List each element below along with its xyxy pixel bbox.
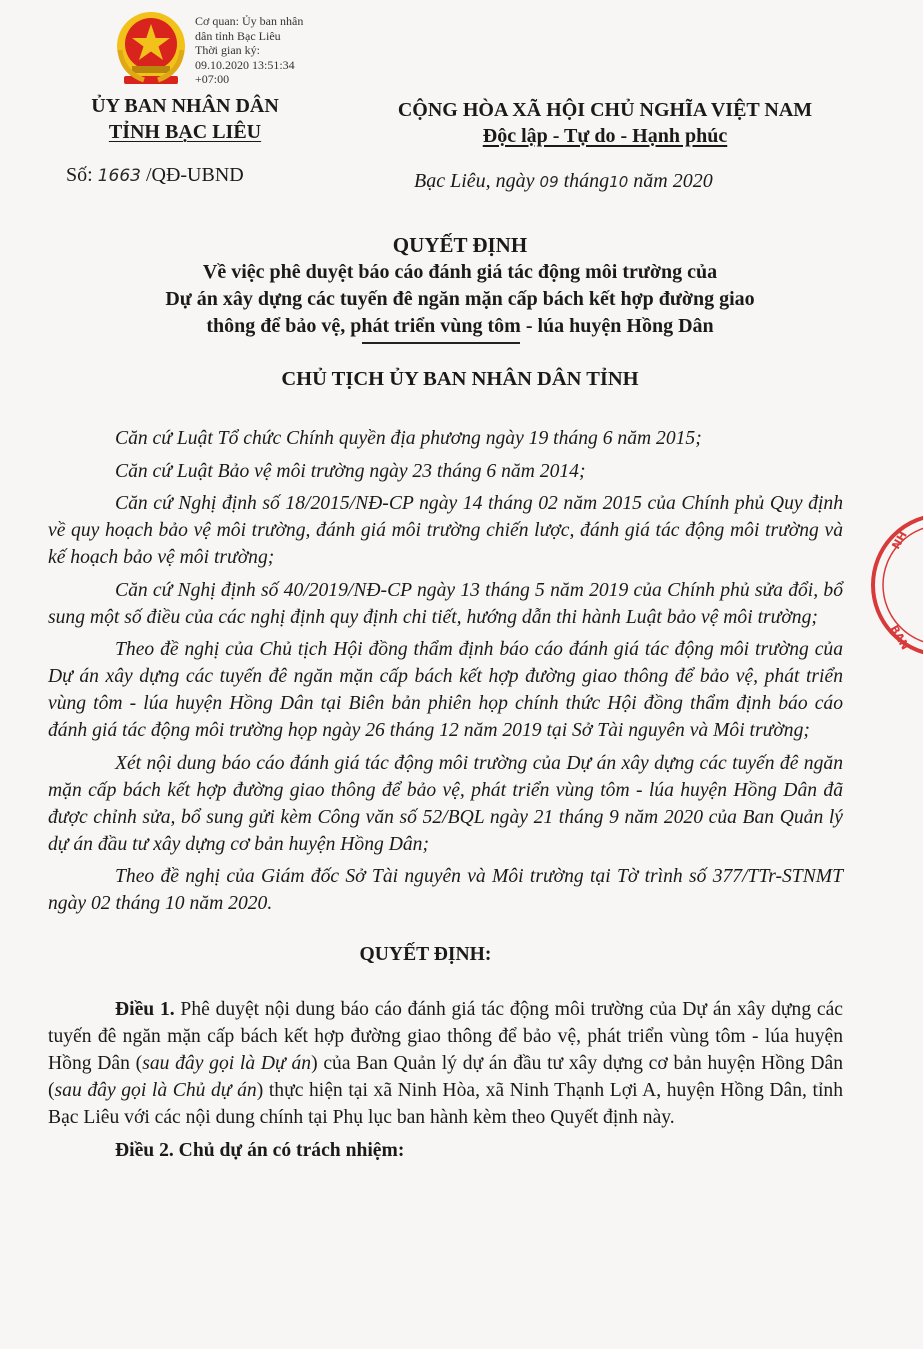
motto-line2: Độc lập - Tự do - Hạnh phúc — [482, 125, 728, 147]
article-1-text-c: ) thực hiện tại xã Ninh Hòa, xã Ninh Thạnh Lợi A, huyện Hồng Dân, tỉnh Bạc Liêu với các nội dung chính tại Phụ lục ban hành kèm theo Quyết định này. — [48, 1080, 843, 1128]
red-seal-stamp-icon — [868, 510, 923, 660]
digital-signature-block — [195, 14, 303, 87]
docno-suffix: /QĐ-UBND — [145, 164, 244, 186]
title-line2: Dự án xây dựng các tuyến đê ngăn mặn cấp bách kết hợp đường giao — [165, 288, 755, 310]
title-heading: QUYẾT ĐỊNH — [392, 233, 528, 257]
handwritten-month: 10 — [609, 173, 629, 191]
article-1-text-a: Phê duyệt nội dung báo cáo đánh giá tác động môi trường của Dự án xây dựng các tuyến đê ngăn mặn cấp bách kết hợp đường giao thông để bảo vệ, phát triển vùng tôm - lúa huyện Hồng Dân ( — [48, 999, 844, 1074]
signature-time-label: Thời gian ký: — [195, 43, 261, 57]
article-1-label: Điều 1. — [115, 999, 175, 1020]
signature-time-value: 09.10.2020 13:51:34 — [195, 57, 295, 72]
issuer-heading — [60, 93, 310, 145]
handwritten-day: 09 — [539, 173, 559, 191]
article-1-text-b: ) của Ban Quản lý dự án đầu tư xây dựng cơ bản huyện Hồng Dân ( — [48, 1053, 844, 1101]
place-prefix: Bạc Liêu, ngày — [414, 170, 535, 192]
decision-heading: QUYẾT ĐỊNH: — [359, 944, 492, 965]
preamble-item: Xét nội dung báo cáo đánh giá tác động môi trường của Dự án xây dựng các tuyến đê ngăn mặn cấp bách kết hợp đường giao thông để bảo vệ, phát triển vùng tôm - lúa huyện Hồng Dân đã được chỉnh sửa, bổ sung gửi kèm Công văn số 52/BQL ngày 21 tháng 9 năm 2020 của Ban Quản lý dự án đầu tư xây dựng cơ bản huyện Hồng Dân; — [48, 752, 843, 855]
signature-agency: Cơ quan: Ủy ban nhân — [195, 14, 304, 28]
issuer-line2: TỈNH BẠC LIÊU — [108, 121, 262, 143]
national-motto — [360, 97, 850, 149]
preamble-item: Căn cứ Nghị định số 18/2015/NĐ-CP ngày 14 tháng 02 năm 2015 của Chính phủ Quy định về quy hoạch bảo vệ môi trường, đánh giá môi trường chiến lược, đánh giá tác động môi trường và kế hoạch bảo vệ môi trường; — [48, 493, 843, 568]
svg-text:NH: NH — [889, 529, 910, 552]
preamble-item: Căn cứ Nghị định số 40/2019/NĐ-CP ngày 13 tháng 5 năm 2019 của Chính phủ sửa đổi, bổ sung một số điều của các nghị định quy định chi tiết, hướng dẫn thi hành Luật bảo vệ môi trường; — [48, 579, 843, 628]
document-body — [48, 425, 843, 1169]
article-1 — [48, 996, 843, 1131]
month-label: tháng — [563, 170, 610, 192]
national-emblem-icon — [114, 10, 188, 88]
svg-text:BAN: BAN — [887, 623, 912, 653]
preamble-item: Căn cứ Luật Tổ chức Chính quyền địa phương ngày 19 tháng 6 năm 2015; — [115, 428, 702, 449]
title-line1: Về việc phê duyệt báo cáo đánh giá tác động môi trường của — [202, 261, 718, 283]
article-1-italic-b: sau đây gọi là Chủ dự án — [54, 1080, 257, 1101]
document-number — [66, 164, 244, 187]
issuer-line1: ỦY BAN NHÂN DÂN — [91, 95, 279, 117]
preamble-item: Căn cứ Luật Bảo vệ môi trường ngày 23 tháng 6 năm 2014; — [115, 460, 586, 482]
authority-heading: CHỦ TỊCH ỦY BAN NHÂN DÂN TỈNH — [281, 368, 639, 390]
year-text: năm 2020 — [633, 170, 713, 192]
title-line3: thông để bảo vệ, phát triển vùng tôm - lúa huyện Hồng Dân — [206, 315, 714, 337]
place-date — [414, 170, 713, 193]
motto-line1: CỘNG HÒA XÃ HỘI CHỦ NGHĨA VIỆT NAM — [397, 99, 813, 121]
preamble-item: Theo đề nghị của Giám đốc Sở Tài nguyên và Môi trường tại Tờ trình số 377/TTr-STNMT ngày 02 tháng 10 năm 2020. — [48, 866, 843, 914]
article-1-italic-a: sau đây gọi là Dự án — [142, 1053, 312, 1074]
article-2-label: Điều 2. Chủ dự án có trách nhiệm: — [115, 1139, 405, 1161]
preamble-item: Theo đề nghị của Chủ tịch Hội đồng thẩm định báo cáo đánh giá tác động môi trường của Dự án xây dựng các tuyến đê ngăn mặn cấp bách kết hợp đường giao thông để bảo vệ, phát triển vùng tôm - lúa huyện Hồng Dân tại Biên bản phiên họp chính thức Hội đồng thẩm định báo cáo đánh giá tác động môi trường họp ngày 26 tháng 12 năm 2019 tại Sở Tài nguyên và Môi trường; — [48, 639, 843, 741]
signature-agency-cont: dân tỉnh Bạc Liêu — [195, 28, 281, 43]
docno-prefix: Số: — [66, 164, 93, 186]
signature-timezone: +07:00 — [195, 72, 230, 86]
decision-title — [60, 232, 860, 340]
docno-handwritten: 1663 — [97, 166, 141, 186]
title-underline — [362, 342, 520, 344]
article-2 — [48, 1137, 843, 1164]
